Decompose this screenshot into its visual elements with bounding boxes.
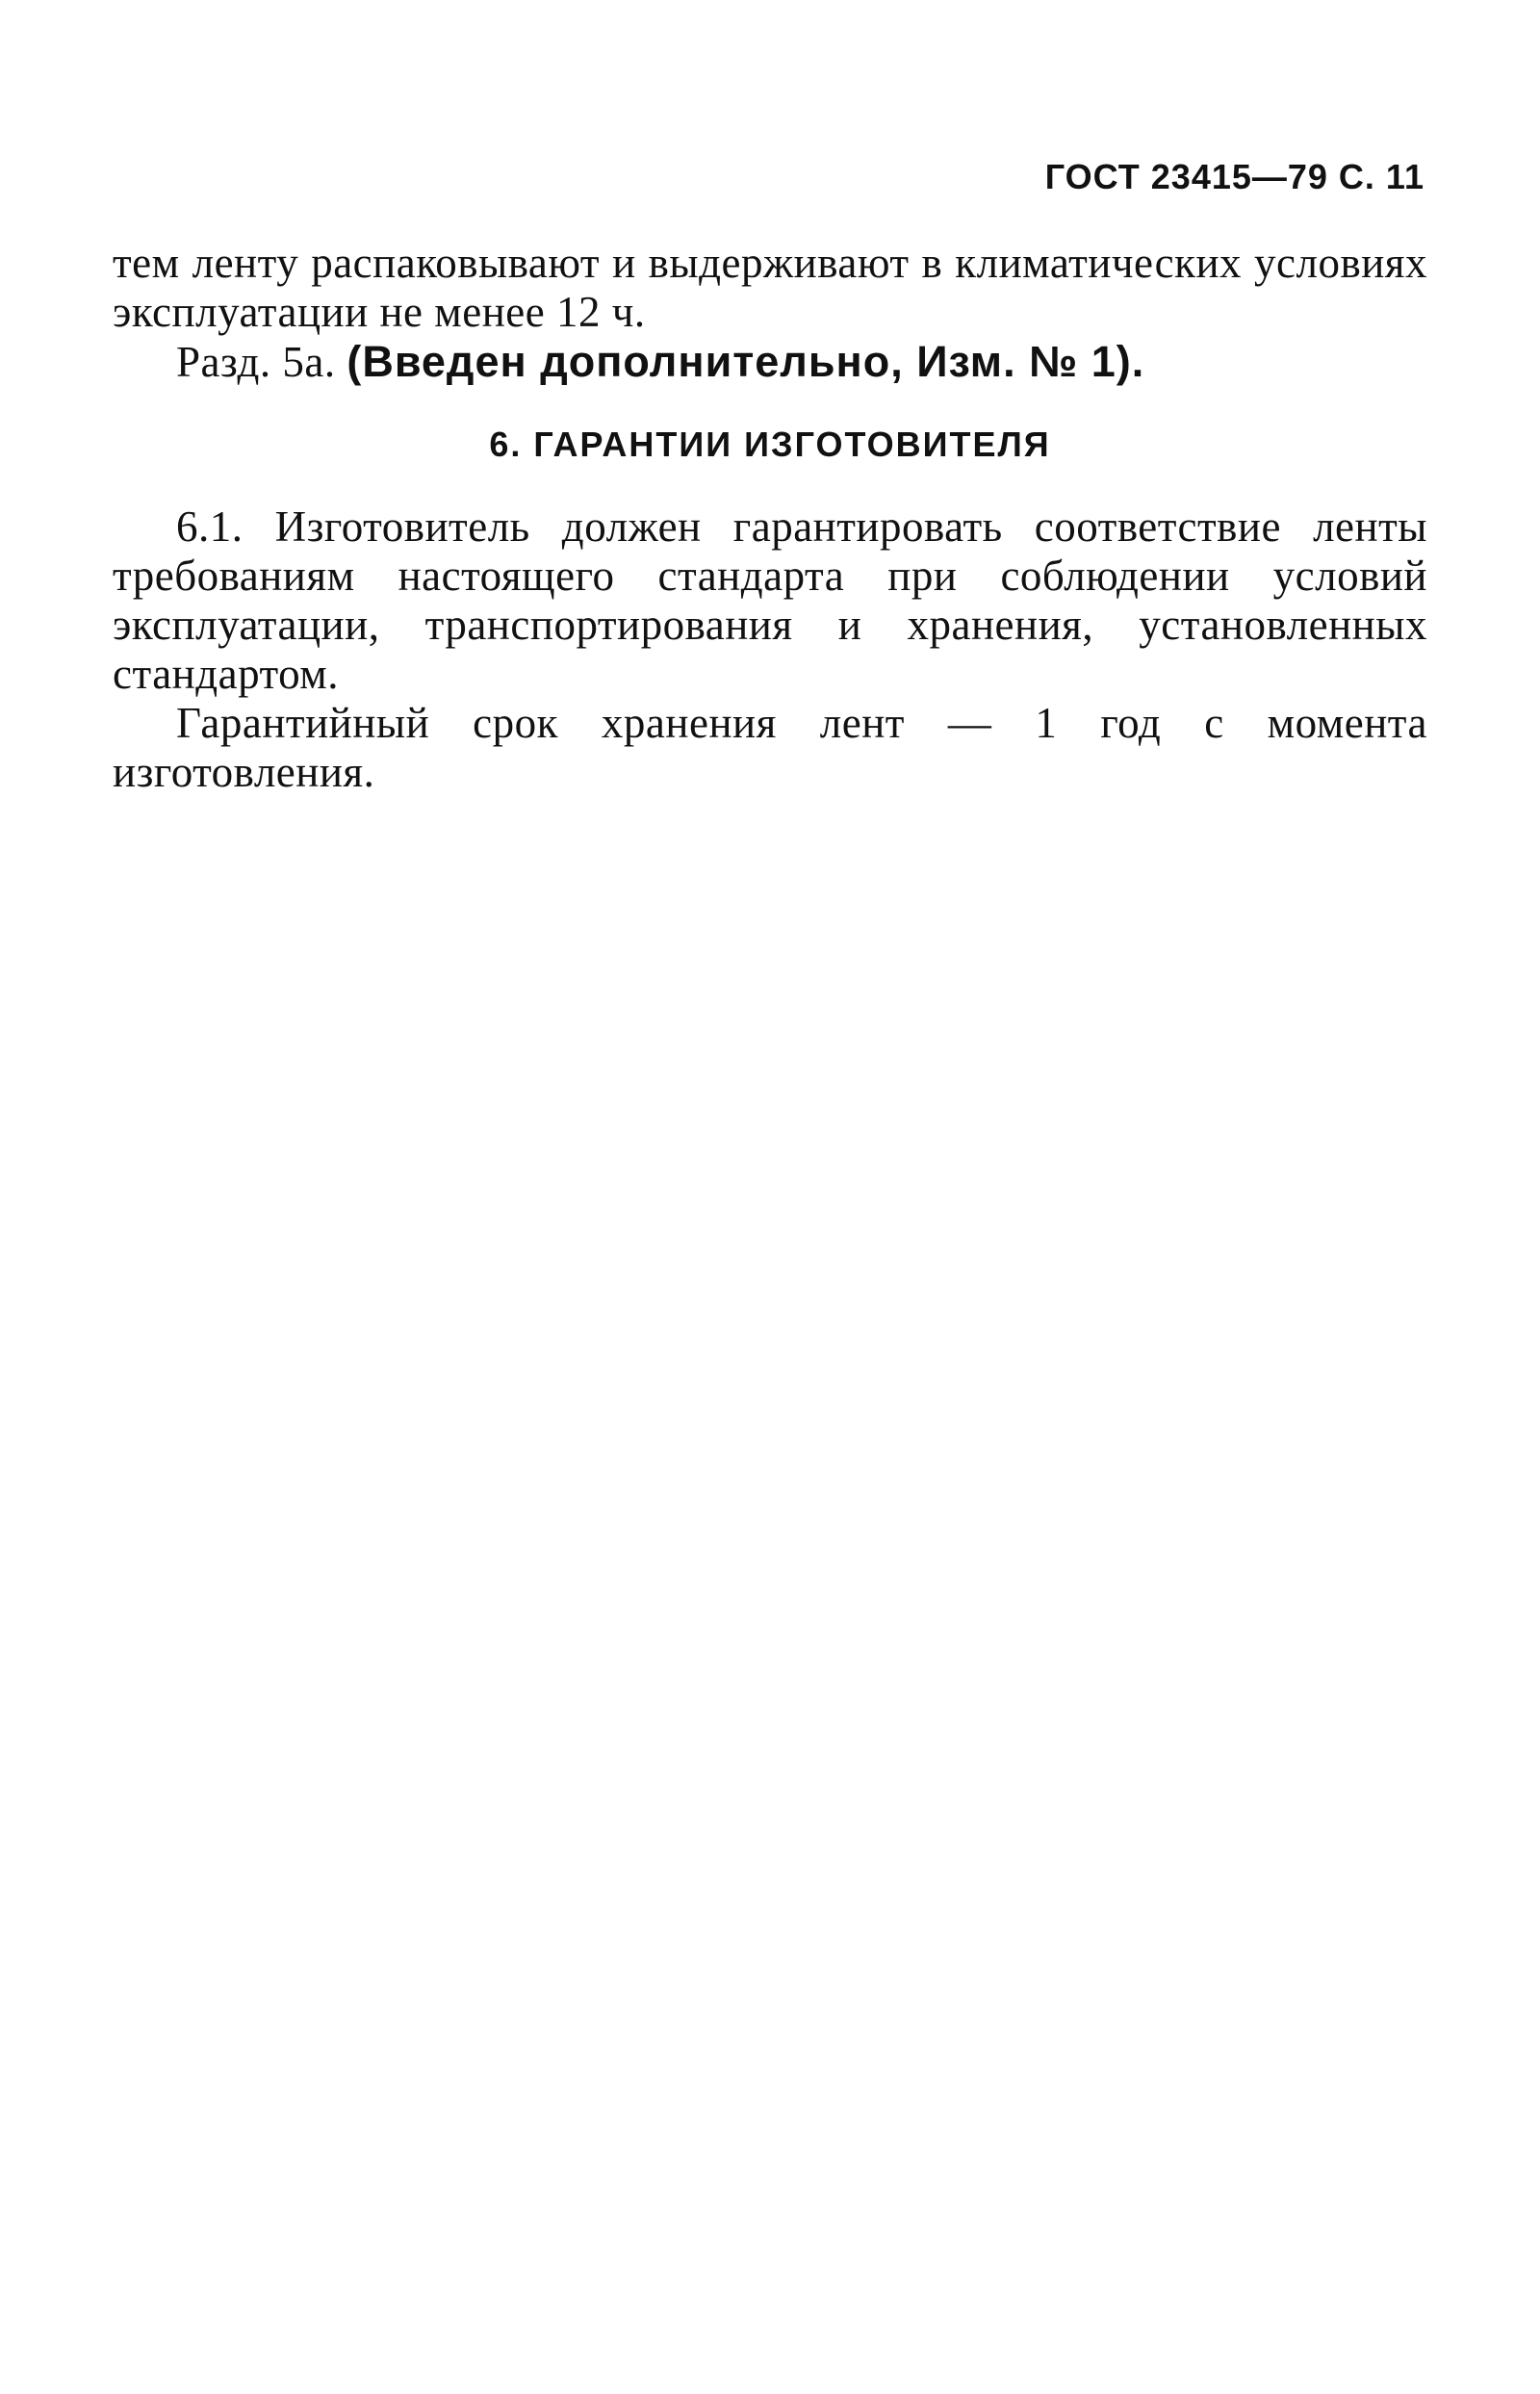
section-title: 6. ГАРАНТИИ ИЗГОТОВИТЕЛЯ — [489, 425, 1051, 464]
continuation-paragraph: тем ленту распаковывают и выдерживают в климатических условиях эксплуатации не менее 12 ч. — [113, 239, 1427, 336]
amendment-note-prefix: Разд. 5а. — [176, 338, 336, 386]
running-header: ГОСТ 23415—79 С. 11 — [1044, 157, 1424, 196]
paragraph-6-1: 6.1. Изготовитель должен гарантировать соответствие ленты требованиям настоящего стандарта при соблюдении условий эксплуатации, транспортирования и хранения, установленных стандартом. — [113, 502, 1427, 698]
warranty-paragraph: Гарантийный срок хранения лент — 1 год с момента изготовления. — [113, 699, 1427, 796]
amendment-note — [113, 337, 1427, 387]
page-body — [113, 239, 1427, 797]
amendment-note-bold: (Введен дополнительно, Изм. № 1). — [346, 337, 1145, 386]
